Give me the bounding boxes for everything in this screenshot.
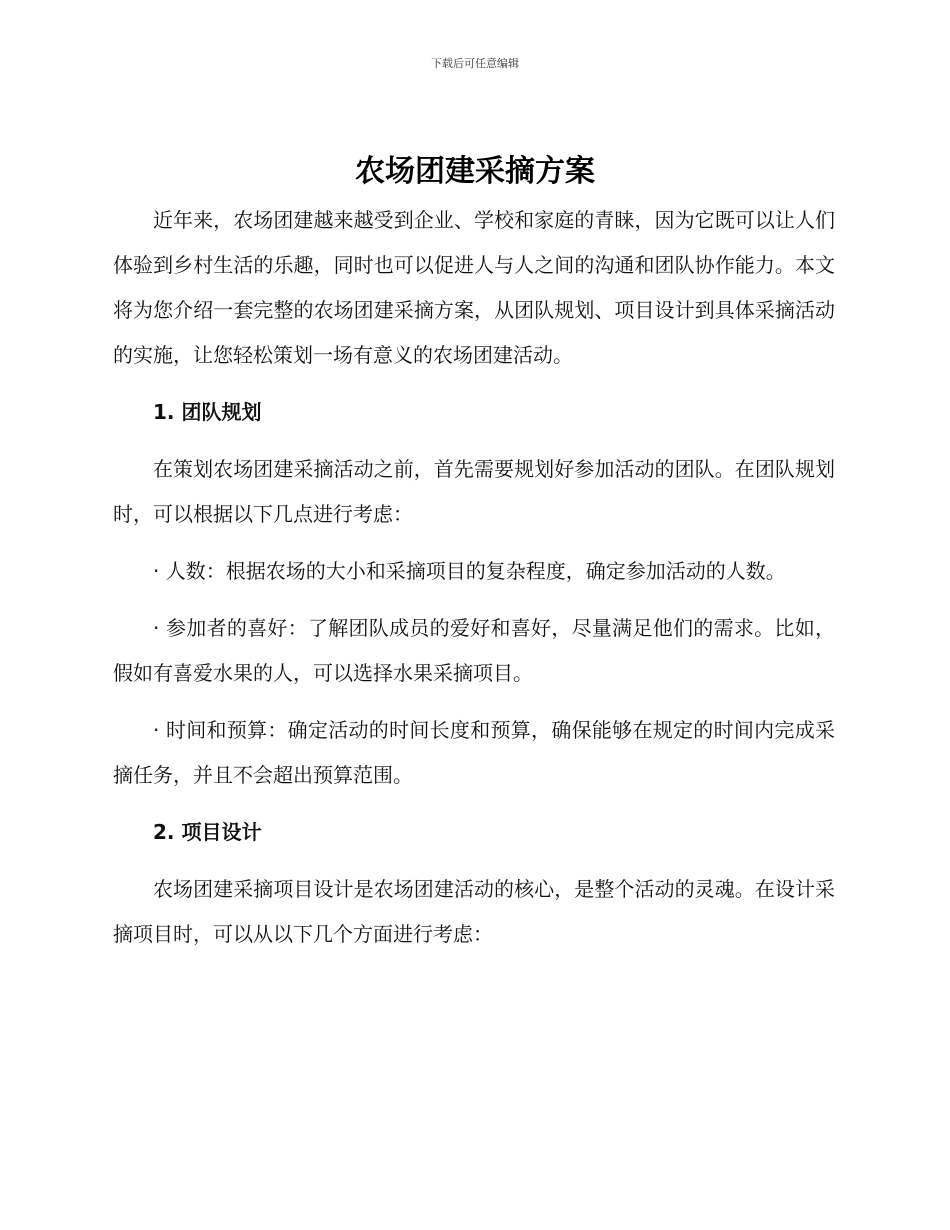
header-note: 下载后可任意编辑 (431, 57, 519, 70)
section-heading-project-design: 2. 项目设计 (153, 820, 262, 844)
document-body (113, 198, 835, 957)
bullet-headcount: · 人数：根据农场的大小和采摘项目的复杂程度，确定参加活动的人数。 (153, 559, 786, 583)
spacer (113, 435, 835, 447)
spacer (113, 855, 835, 867)
bullet-preferences: · 参加者的喜好：了解团队成员的爱好和喜好，尽量满足他们的需求。比如，假如有喜爱水果的人，可以选择水果采摘项目。 (113, 616, 835, 685)
section1-intro-paragraph: 在策划农场团建采摘活动之前，首先需要规划好参加活动的团队。在团队规划时，可以根据以下几点进行考虑： (113, 457, 835, 526)
spacer (113, 378, 835, 390)
bullet-time-budget: · 时间和预算：确定活动的时间长度和预算，确保能够在规定的时间内完成采摘任务，并且不会超出预算范围。 (113, 718, 835, 787)
section2-intro-paragraph: 农场团建采摘项目设计是农场团建活动的核心，是整个活动的灵魂。在设计采摘项目时，可以从以下几个方面进行考虑： (113, 877, 835, 946)
intro-paragraph: 近年来，农场团建越来越受到企业、学校和家庭的青睐，因为它既可以让人们体验到乡村生活的乐趣，同时也可以促进人与人之间的沟通和团队协作能力。本文将为您介绍一套完整的农场团建采摘方案，从团队规划、项目设计到具体采摘活动的实施，让您轻松策划一场有意义的农场团建活动。 (113, 208, 835, 367)
spacer (113, 798, 835, 810)
spacer (113, 594, 835, 606)
section-heading-team-planning: 1. 团队规划 (153, 400, 262, 424)
spacer (113, 537, 835, 549)
document-title: 农场团建采摘方案 (355, 154, 595, 189)
spacer (113, 696, 835, 708)
